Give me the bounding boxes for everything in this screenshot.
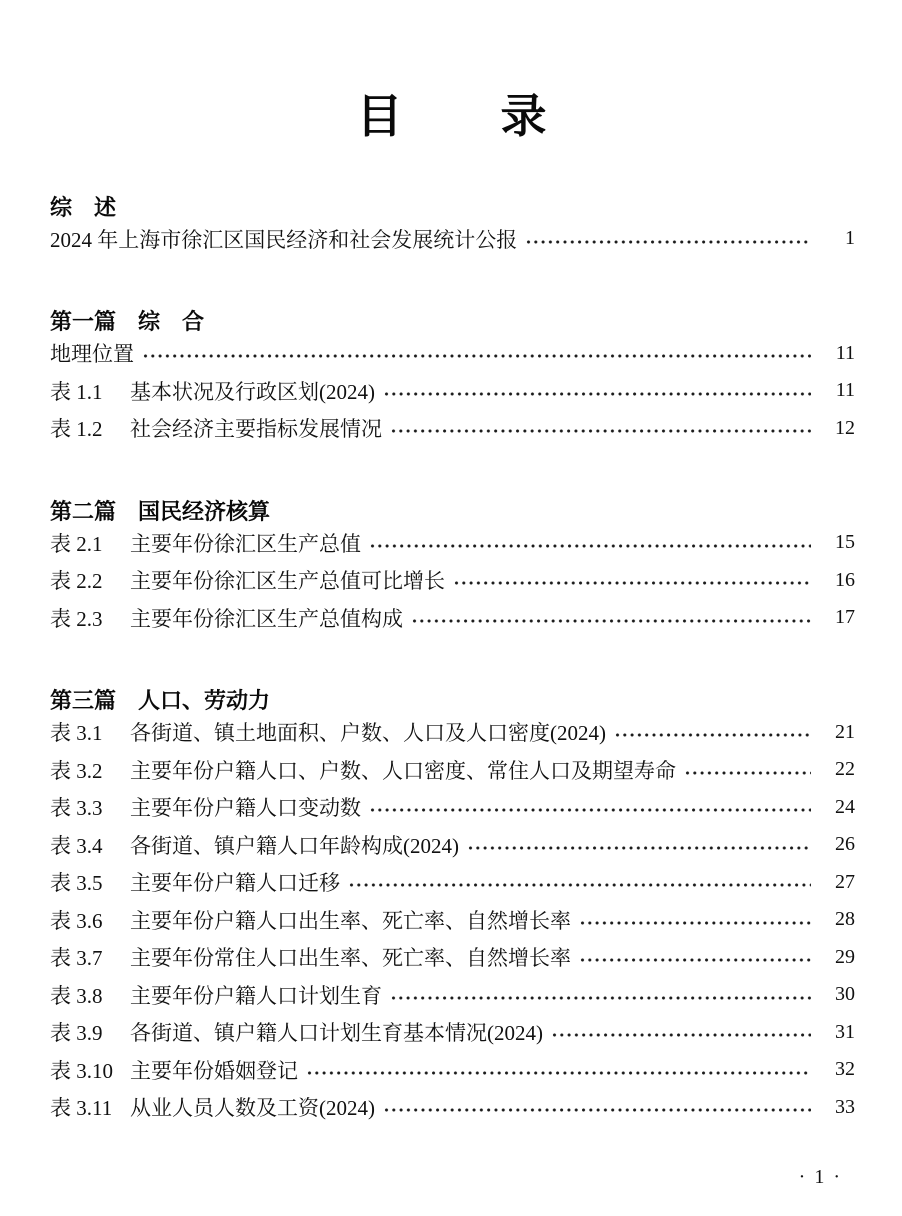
dotted-leader: [307, 1070, 811, 1076]
entry-label: 表 3.11: [50, 1096, 113, 1121]
entry-label: 表 1.1: [50, 379, 103, 404]
entry-label: 表 3.5: [50, 871, 103, 896]
entry-label: 表 3.1: [50, 721, 103, 746]
toc-entry: [50, 409, 855, 447]
toc-section: [50, 196, 855, 258]
entry-label: 表 1.2: [50, 417, 103, 442]
dotted-leader: [468, 845, 811, 851]
entry-title: 各街道、镇户籍人口计划生育基本情况(2024): [130, 1021, 543, 1046]
entry-page-number: 28: [835, 908, 855, 931]
toc-entry: [50, 938, 855, 976]
entry-page-number: 11: [835, 379, 855, 402]
dotted-leader: [370, 807, 811, 813]
entry-title: 主要年份户籍人口、户数、人口密度、常住人口及期望寿命: [130, 758, 676, 783]
entry-title: 主要年份户籍人口变动数: [130, 796, 361, 821]
entry-page-number: 11: [835, 341, 855, 364]
entry-page-number: 26: [835, 833, 855, 856]
toc-entry: [50, 713, 855, 751]
entry-title: 从业人员人数及工资(2024): [130, 1096, 375, 1121]
entry-page-number: 17: [835, 606, 855, 629]
page-title: 目 录: [356, 90, 549, 142]
entry-label: 表 3.8: [50, 983, 103, 1008]
dotted-leader: [384, 391, 811, 397]
dotted-leader: [580, 920, 811, 926]
toc-entry: [50, 524, 855, 562]
toc-entry: [50, 1013, 855, 1051]
entry-title: 各街道、镇土地面积、户数、人口及人口密度(2024): [130, 721, 606, 746]
entry-page-number: 32: [835, 1058, 855, 1081]
toc-entry: [50, 599, 855, 637]
entry-page-number: 31: [835, 1020, 855, 1043]
section-heading: 第三篇 人口、劳动力: [50, 688, 271, 714]
toc-sections: [50, 196, 855, 1126]
toc-entry: [50, 561, 855, 599]
toc-section: [50, 500, 855, 637]
toc-entry: [50, 1051, 855, 1089]
dotted-leader: [615, 732, 811, 738]
entry-page-number: 33: [835, 1095, 855, 1118]
toc-entry: [50, 220, 855, 258]
dotted-leader: [349, 882, 811, 888]
entry-label: 表 2.3: [50, 606, 103, 631]
entry-title: 主要年份常住人口出生率、死亡率、自然增长率: [130, 946, 571, 971]
section-heading: 第二篇 国民经济核算: [50, 498, 271, 524]
entry-title: 主要年份户籍人口计划生育: [130, 983, 382, 1008]
entry-title: 主要年份婚姻登记: [130, 1058, 298, 1083]
folio-page-number: · 1 ·: [798, 1166, 842, 1188]
entry-label: 表 3.2: [50, 758, 103, 783]
toc-entry: [50, 751, 855, 789]
dotted-leader: [580, 957, 811, 963]
dotted-leader: [143, 353, 811, 359]
entry-label: 表 3.4: [50, 833, 103, 858]
entry-page-number: 16: [835, 568, 855, 591]
entry-page-number: 21: [835, 720, 855, 743]
entry-title: 社会经济主要指标发展情况: [130, 417, 382, 442]
entry-label: 表 3.10: [50, 1058, 113, 1083]
toc-entry: [50, 788, 855, 826]
dotted-leader: [370, 543, 811, 549]
toc-entry: [50, 826, 855, 864]
entry-page-number: 12: [835, 416, 855, 439]
entry-page-number: 29: [835, 945, 855, 968]
dotted-leader: [391, 995, 811, 1001]
dotted-leader: [391, 428, 811, 434]
entry-title: 主要年份户籍人口出生率、死亡率、自然增长率: [130, 908, 571, 933]
entry-label: 表 2.1: [50, 531, 103, 556]
entry-label: 表 3.3: [50, 796, 103, 821]
toc-entry: [50, 1088, 855, 1126]
toc-entry: [50, 334, 855, 372]
entry-title: 2024 年上海市徐汇区国民经济和社会发展统计公报: [50, 227, 518, 252]
entry-title: 主要年份徐汇区生产总值可比增长: [130, 569, 445, 594]
toc-content: [50, 0, 855, 1126]
toc-entry: [50, 863, 855, 901]
dotted-leader: [685, 770, 811, 776]
section-heading: 第一篇 综 合: [50, 309, 205, 335]
entry-title: 基本状况及行政区划(2024): [130, 379, 375, 404]
entry-title: 主要年份户籍人口迁移: [130, 871, 340, 896]
entry-title: 主要年份徐汇区生产总值: [130, 531, 361, 556]
entry-title: 地理位置: [50, 342, 134, 367]
toc-entry: [50, 901, 855, 939]
entry-label: 表 2.2: [50, 569, 103, 594]
dotted-leader: [412, 618, 811, 624]
toc-entry: [50, 372, 855, 410]
entry-page-number: 27: [835, 870, 855, 893]
dotted-leader: [526, 239, 811, 245]
entry-page-number: 22: [835, 758, 855, 781]
section-heading: 综 述: [50, 194, 117, 220]
entry-title: 主要年份徐汇区生产总值构成: [130, 606, 403, 631]
entry-label: 表 3.6: [50, 908, 103, 933]
dotted-leader: [552, 1032, 811, 1038]
entry-label: 表 3.9: [50, 1021, 103, 1046]
toc-entry: [50, 976, 855, 1014]
entry-page-number: 30: [835, 983, 855, 1006]
entry-page-number: 24: [835, 795, 855, 818]
entry-label: 表 3.7: [50, 946, 103, 971]
dotted-leader: [384, 1107, 811, 1113]
toc-section: [50, 310, 855, 447]
entry-page-number: 15: [835, 531, 855, 554]
entry-title: 各街道、镇户籍人口年龄构成(2024): [130, 833, 459, 858]
dotted-leader: [454, 580, 811, 586]
toc-section: [50, 689, 855, 1126]
entry-page-number: 1: [845, 227, 855, 250]
